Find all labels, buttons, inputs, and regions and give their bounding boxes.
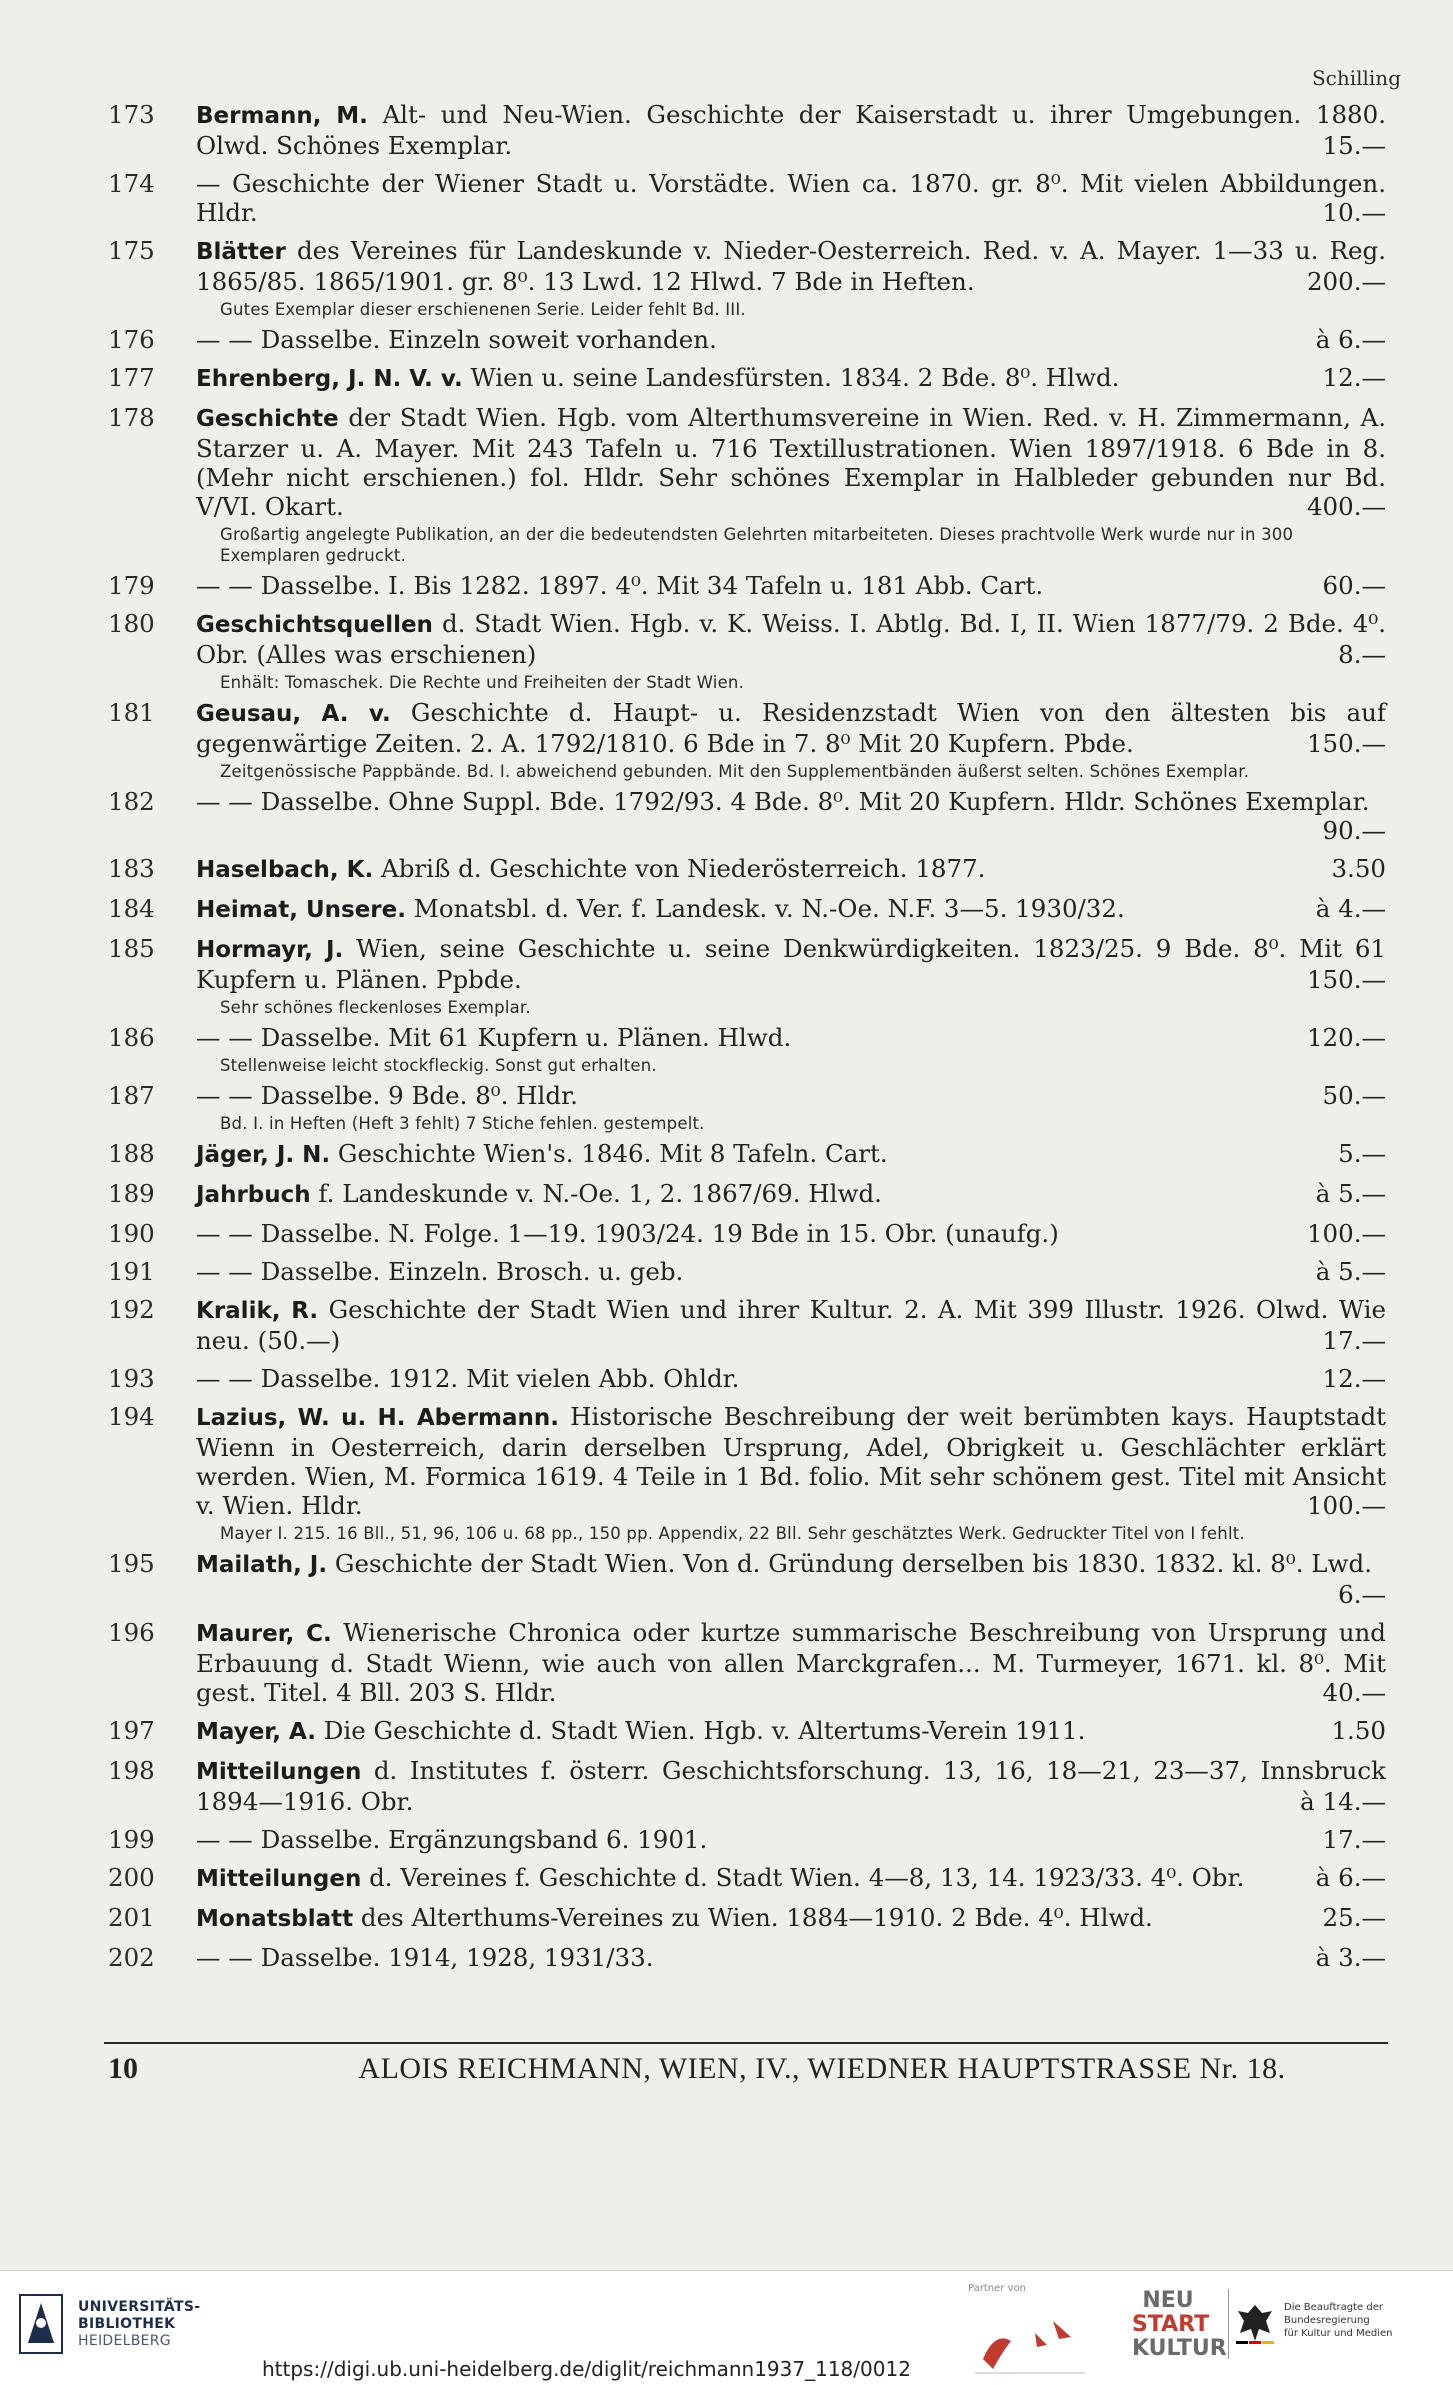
catalog-entry bbox=[108, 100, 1386, 160]
entry-price: 1.50 bbox=[1331, 1716, 1386, 1745]
entry-number: 198 bbox=[108, 1756, 155, 1785]
entry-number: 175 bbox=[108, 236, 155, 265]
entry-price: 200.— bbox=[1306, 267, 1386, 296]
entry-body bbox=[196, 1716, 1386, 1747]
entry-heading: Haselbach, K. bbox=[196, 857, 374, 883]
entry-text bbox=[196, 1179, 1386, 1210]
entry-note: Sehr schönes fleckenloses Exemplar. bbox=[220, 998, 531, 1017]
entry-price: 8.— bbox=[1338, 640, 1386, 669]
entry-body bbox=[196, 1257, 1386, 1286]
entry-description: — — Dasselbe. 1914, 1928, 1931/33. bbox=[196, 1943, 654, 1972]
catalog-entry bbox=[108, 571, 1386, 600]
entry-text bbox=[196, 1756, 1386, 1816]
logo-divider bbox=[1228, 2289, 1229, 2359]
entry-body bbox=[196, 236, 1386, 320]
entry-price: 12.— bbox=[1322, 1364, 1386, 1393]
page-footer bbox=[108, 2052, 1386, 2086]
catalog-entry bbox=[108, 787, 1386, 845]
entry-number: 191 bbox=[108, 1257, 155, 1286]
entry-price: 25.— bbox=[1322, 1903, 1386, 1932]
entry-heading: Bermann, M. bbox=[196, 103, 368, 129]
entry-body bbox=[196, 1023, 1386, 1076]
entry-body bbox=[196, 854, 1386, 885]
entry-description: Geschichte d. Haupt- u. Residenzstadt Wien von den ältesten bis auf gegenwärtige Zeiten. 2. A. 1792/1810. 6 Bde in 7. 8⁰ Mit 20 Kupfern. Pbde. bbox=[196, 698, 1386, 758]
entry-text bbox=[196, 363, 1386, 394]
entry-note: Gutes Exemplar dieser erschienenen Serie. Leider fehlt Bd. III. bbox=[220, 300, 746, 319]
entry-heading: Mitteilungen bbox=[196, 1759, 362, 1785]
entry-body bbox=[196, 1139, 1386, 1170]
entry-heading: Mailath, J. bbox=[196, 1552, 328, 1578]
catalog-entry bbox=[108, 1081, 1386, 1134]
entry-heading: Geschichtsquellen bbox=[196, 612, 433, 638]
entry-note: Mayer I. 215. 16 Bll., 51, 96, 106 u. 68 pp., 150 pp. Appendix, 22 Bll. Sehr geschätztes Werk. Gedruckter Titel von I fehlt. bbox=[220, 1524, 1245, 1543]
entry-price: 90.— bbox=[1322, 816, 1386, 845]
entry-number: 182 bbox=[108, 787, 155, 816]
entry-note: Zeitgenössische Pappbände. Bd. I. abweichend gebunden. Mit den Supplementbänden äußerst selten. Schönes Exemplar. bbox=[220, 762, 1250, 781]
entry-price: 6.— bbox=[1338, 1580, 1386, 1609]
entry-description: Alt- und Neu-Wien. Geschichte der Kaiserstadt u. ihrer Umgebungen. 1880. Olwd. Schönes Exemplar. bbox=[196, 100, 1386, 160]
entry-heading: Geusau, A. v. bbox=[196, 701, 391, 727]
entry-body bbox=[196, 1825, 1386, 1854]
entry-body bbox=[196, 1402, 1386, 1544]
entry-body bbox=[196, 363, 1386, 394]
entry-description: — — Dasselbe. Ohne Suppl. Bde. 1792/93. 4 Bde. 8⁰. Mit 20 Kupfern. Hldr. Schönes Exemplar. bbox=[196, 787, 1370, 816]
entry-number: 194 bbox=[108, 1402, 155, 1431]
page-number: 10 bbox=[108, 2052, 138, 2085]
catalog-entry bbox=[108, 1863, 1386, 1894]
entry-text bbox=[196, 1716, 1386, 1747]
entry-note: Großartig angelegte Publikation, an der die bedeutendsten Gelehrten mitarbeiteten. Dieses prachtvolle Werk wurde nur in 300 Exemplaren gedruckt. bbox=[220, 525, 1294, 565]
entry-description: — — Dasselbe. Einzeln. Brosch. u. geb. bbox=[196, 1257, 684, 1286]
entry-body bbox=[196, 100, 1386, 160]
entry-body bbox=[196, 698, 1386, 782]
publisher-address: ALOIS REICHMANN, WIEN, IV., WIEDNER HAUPTSTRASSE Nr. 18. bbox=[358, 2052, 1286, 2085]
entry-heading: Geschichte bbox=[196, 406, 339, 432]
entry-price: 60.— bbox=[1322, 571, 1386, 600]
entry-description: der Stadt Wien. Hgb. vom Alterthumsvereine in Wien. Red. v. H. Zimmermann, A. Starzer u. A. Mayer. Mit 243 Tafeln u. 716 Textillustrationen. Wien 1897/1918. 6 Bde in 8. (Mehr nicht erschienen.) fol. Hldr. Sehr schönes Exemplar in Halbleder gebunden nur Bd. V/VI. Okart. bbox=[196, 403, 1386, 521]
catalog-entry bbox=[108, 1023, 1386, 1076]
entry-body bbox=[196, 169, 1386, 227]
catalog-entry bbox=[108, 1139, 1386, 1170]
entry-number: 196 bbox=[108, 1618, 155, 1647]
entry-number: 178 bbox=[108, 403, 155, 432]
entry-heading: Heimat, Unsere. bbox=[196, 897, 406, 923]
entry-body bbox=[196, 403, 1386, 566]
catalog-entry bbox=[108, 1364, 1386, 1393]
entry-number: 173 bbox=[108, 100, 155, 129]
entry-text bbox=[196, 1364, 1386, 1393]
entry-number: 199 bbox=[108, 1825, 155, 1854]
catalog-entry bbox=[108, 854, 1386, 885]
entry-price: 3.50 bbox=[1331, 854, 1386, 883]
entry-body bbox=[196, 1903, 1386, 1934]
catalog-entry bbox=[108, 698, 1386, 782]
entry-number: 177 bbox=[108, 363, 155, 392]
entry-heading: Mitteilungen bbox=[196, 1866, 362, 1892]
entry-heading: Lazius, W. u. H. Abermann. bbox=[196, 1405, 560, 1431]
entry-text bbox=[196, 325, 1386, 354]
entry-text bbox=[196, 1863, 1386, 1894]
entry-description: Geschichte der Stadt Wien. Von d. Gründung derselben bis 1830. 1832. kl. 8⁰. Lwd. bbox=[327, 1549, 1372, 1578]
entry-price: à 6.— bbox=[1315, 1863, 1386, 1892]
catalog-entry bbox=[108, 1219, 1386, 1248]
entry-price: 5.— bbox=[1338, 1139, 1386, 1168]
catalog-entry bbox=[108, 1903, 1386, 1934]
entry-number: 189 bbox=[108, 1179, 155, 1208]
catalog-entry bbox=[108, 894, 1386, 925]
entry-price: à 5.— bbox=[1315, 1257, 1386, 1286]
catalog-entry bbox=[108, 1295, 1386, 1355]
entry-description: — — Dasselbe. I. Bis 1282. 1897. 4⁰. Mit 34 Tafeln u. 181 Abb. Cart. bbox=[196, 571, 1044, 600]
entry-note: Bd. I. in Heften (Heft 3 fehlt) 7 Stiche fehlen. gestempelt. bbox=[220, 1114, 705, 1133]
entry-body bbox=[196, 894, 1386, 925]
entry-number: 193 bbox=[108, 1364, 155, 1393]
catalog-entry bbox=[108, 934, 1386, 1018]
catalog-entry bbox=[108, 403, 1386, 566]
entry-description: Wien u. seine Landesfürsten. 1834. 2 Bde. 8⁰. Hlwd. bbox=[462, 363, 1120, 392]
entry-text bbox=[196, 1943, 1386, 1972]
entry-description: — — Dasselbe. Einzeln soweit vorhanden. bbox=[196, 325, 717, 354]
entry-body bbox=[196, 1863, 1386, 1894]
catalog-entry bbox=[108, 1756, 1386, 1816]
entry-body bbox=[196, 1943, 1386, 1972]
federal-eagle-icon bbox=[1234, 2301, 1276, 2345]
entry-price: 150.— bbox=[1306, 965, 1386, 994]
catalog-entry bbox=[108, 1943, 1386, 1972]
catalog-entry bbox=[108, 236, 1386, 320]
entry-price: à 6.— bbox=[1315, 325, 1386, 354]
entry-description: — Geschichte der Wiener Stadt u. Vorstädte. Wien ca. 1870. gr. 8⁰. Mit vielen Abbildungen. Hldr. bbox=[196, 169, 1386, 227]
entry-text bbox=[196, 1825, 1386, 1854]
entry-number: 190 bbox=[108, 1219, 155, 1248]
entry-heading: Mayer, A. bbox=[196, 1719, 316, 1745]
entry-number: 195 bbox=[108, 1549, 155, 1578]
entry-price: 15.— bbox=[1322, 131, 1386, 160]
entry-description: Geschichte Wien's. 1846. Mit 8 Tafeln. Cart. bbox=[330, 1139, 888, 1168]
university-seal-icon bbox=[18, 2293, 64, 2355]
entry-description: — — Dasselbe. N. Folge. 1—19. 1903/24. 19 Bde in 15. Obr. (unaufg.) bbox=[196, 1219, 1059, 1248]
entry-price: à 4.— bbox=[1315, 894, 1386, 923]
entry-text bbox=[196, 787, 1386, 845]
entry-price: 400.— bbox=[1306, 492, 1386, 521]
catalog-entry bbox=[108, 169, 1386, 227]
entry-price: 50.— bbox=[1322, 1081, 1386, 1110]
entry-text bbox=[196, 894, 1386, 925]
entry-text bbox=[196, 854, 1386, 885]
entry-number: 201 bbox=[108, 1903, 155, 1932]
entry-body bbox=[196, 1549, 1386, 1609]
entry-heading: Jahrbuch bbox=[196, 1182, 311, 1208]
entry-price: 17.— bbox=[1322, 1825, 1386, 1854]
entry-text bbox=[196, 1257, 1386, 1286]
entry-note: Stellenweise leicht stockfleckig. Sonst gut erhalten. bbox=[220, 1056, 657, 1075]
entry-number: 184 bbox=[108, 894, 155, 923]
catalog-entry bbox=[108, 1825, 1386, 1854]
entry-description: des Alterthums-Vereines zu Wien. 1884—1910. 2 Bde. 4⁰. Hlwd. bbox=[353, 1903, 1153, 1932]
source-url[interactable]: https://digi.ub.uni-heidelberg.de/diglit/reichmann1937_118/0012 bbox=[262, 2357, 911, 2381]
entry-description: — — Dasselbe. Mit 61 Kupfern u. Plänen. Hlwd. bbox=[196, 1023, 792, 1052]
entry-body bbox=[196, 934, 1386, 1018]
entry-body bbox=[196, 1219, 1386, 1248]
entry-number: 188 bbox=[108, 1139, 155, 1168]
entry-number: 179 bbox=[108, 571, 155, 600]
running-head: Schilling bbox=[1311, 66, 1401, 90]
entry-price: à 14.— bbox=[1300, 1787, 1386, 1816]
entry-price: 120.— bbox=[1306, 1023, 1386, 1052]
entry-description: d. Vereines f. Geschichte d. Stadt Wien. 4—8, 13, 14. 1923/33. 4⁰. Obr. bbox=[361, 1863, 1245, 1892]
entry-body bbox=[196, 325, 1386, 354]
entry-price: 17.— bbox=[1322, 1326, 1386, 1355]
partner-logo-icon bbox=[975, 2311, 1085, 2377]
entry-text bbox=[196, 1903, 1386, 1934]
entry-description: d. Stadt Wien. Hgb. v. K. Weiss. I. Abtlg. Bd. I, II. Wien 1877/79. 2 Bde. 4⁰. Obr. (Alles was erschienen) bbox=[196, 609, 1386, 669]
entry-number: 197 bbox=[108, 1716, 155, 1745]
entry-text bbox=[196, 1023, 1386, 1052]
entry-text bbox=[196, 1139, 1386, 1170]
entry-description: d. Institutes f. österr. Geschichtsforschung. 13, 16, 18—21, 23—37, Innsbruck 1894—1916. Obr. bbox=[196, 1756, 1386, 1816]
entry-price: 40.— bbox=[1322, 1678, 1386, 1707]
entry-price: 100.— bbox=[1306, 1491, 1386, 1520]
entry-description: — — Dasselbe. Ergänzungsband 6. 1901. bbox=[196, 1825, 708, 1854]
entry-body bbox=[196, 1179, 1386, 1210]
entry-number: 174 bbox=[108, 169, 155, 198]
entry-price: 10.— bbox=[1322, 198, 1386, 227]
entry-heading: Hormayr, J. bbox=[196, 937, 344, 963]
catalog-entry bbox=[108, 1179, 1386, 1210]
entry-note: Enhält: Tomaschek. Die Rechte und Freiheiten der Stadt Wien. bbox=[220, 673, 745, 692]
catalog-entry bbox=[108, 1716, 1386, 1747]
entry-text bbox=[196, 403, 1386, 521]
catalog-entry bbox=[108, 1402, 1386, 1544]
entry-number: 192 bbox=[108, 1295, 155, 1324]
catalog-entry bbox=[108, 363, 1386, 394]
university-library-name: UNIVERSITÄTS- BIBLIOTHEK HEIDELBERG bbox=[78, 2299, 201, 2349]
entry-description: Geschichte der Stadt Wien und ihrer Kultur. 2. A. Mit 399 Illustr. 1926. Olwd. Wie neu. (50.—) bbox=[196, 1295, 1386, 1355]
entry-text bbox=[196, 1618, 1386, 1707]
entry-text bbox=[196, 100, 1386, 160]
entry-number: 185 bbox=[108, 934, 155, 963]
entry-price: à 5.— bbox=[1315, 1179, 1386, 1208]
catalog-entry bbox=[108, 1618, 1386, 1707]
entry-number: 187 bbox=[108, 1081, 155, 1110]
footer-rule bbox=[104, 2042, 1388, 2044]
entry-list bbox=[108, 100, 1386, 1981]
entry-body bbox=[196, 1081, 1386, 1134]
entry-description: Wienerische Chronica oder kurtze summarische Beschreibung von Ursprung und Erbauung d. Stadt Wienn, wie auch von allen Marckgrafen... M. Turmeyer, 1671. kl. 8⁰. Mit gest. Titel. 4 Bll. 203 S. Hldr. bbox=[196, 1618, 1386, 1707]
entry-description: Abriß d. Geschichte von Niederösterreich. 1877. bbox=[373, 854, 986, 883]
entry-price: 12.— bbox=[1322, 363, 1386, 392]
entry-text bbox=[196, 169, 1386, 227]
entry-body bbox=[196, 1295, 1386, 1355]
entry-text bbox=[196, 236, 1386, 296]
entry-price: 100.— bbox=[1306, 1219, 1386, 1248]
entry-body bbox=[196, 571, 1386, 600]
catalog-entry bbox=[108, 1549, 1386, 1609]
catalog-entry bbox=[108, 1257, 1386, 1286]
entry-number: 200 bbox=[108, 1863, 155, 1892]
entry-heading: Ehrenberg, J. N. V. v. bbox=[196, 366, 463, 392]
entry-body bbox=[196, 1364, 1386, 1393]
entry-text bbox=[196, 1219, 1386, 1248]
entry-body bbox=[196, 1618, 1386, 1707]
entry-heading: Maurer, C. bbox=[196, 1621, 332, 1647]
entry-text bbox=[196, 698, 1386, 758]
entry-heading: Jäger, J. N. bbox=[196, 1142, 331, 1168]
entry-description: — — Dasselbe. 1912. Mit vielen Abb. Ohldr. bbox=[196, 1364, 740, 1393]
neustart-kultur-logo: NEU START KULTUR bbox=[1132, 2288, 1227, 2361]
entry-text bbox=[196, 1402, 1386, 1520]
entry-number: 176 bbox=[108, 325, 155, 354]
entry-text bbox=[196, 1081, 1386, 1110]
entry-description: Wien, seine Geschichte u. seine Denkwürdigkeiten. 1823/25. 9 Bde. 8⁰. Mit 61 Kupfern u. Plänen. Ppbde. bbox=[196, 934, 1386, 994]
entry-body bbox=[196, 787, 1386, 845]
catalog-entry bbox=[108, 609, 1386, 693]
entry-body bbox=[196, 609, 1386, 693]
entry-text bbox=[196, 934, 1386, 994]
entry-description: f. Landeskunde v. N.-Oe. 1, 2. 1867/69. Hlwd. bbox=[310, 1179, 882, 1208]
entry-number: 180 bbox=[108, 609, 155, 638]
entry-description: Monatsbl. d. Ver. f. Landesk. v. N.-Oe. N.F. 3—5. 1930/32. bbox=[405, 894, 1125, 923]
entry-body bbox=[196, 1756, 1386, 1816]
entry-heading: Blätter bbox=[196, 239, 286, 265]
entry-heading: Kralik, R. bbox=[196, 1298, 319, 1324]
entry-number: 181 bbox=[108, 698, 155, 727]
entry-number: 202 bbox=[108, 1943, 155, 1972]
entry-text bbox=[196, 609, 1386, 669]
catalog-entry bbox=[108, 325, 1386, 354]
entry-heading: Monatsblatt bbox=[196, 1906, 354, 1932]
entry-text bbox=[196, 1295, 1386, 1355]
entry-description: — — Dasselbe. 9 Bde. 8⁰. Hldr. bbox=[196, 1081, 578, 1110]
entry-price: à 3.— bbox=[1315, 1943, 1386, 1972]
partner-label: Partner von bbox=[968, 2283, 1026, 2294]
entry-description: des Vereines für Landeskunde v. Nieder-Oesterreich. Red. v. A. Mayer. 1—33 u. Reg. 1865/85. 1865/1901. gr. 8⁰. 13 Lwd. 12 Hlwd. 7 Bde in Heften. bbox=[196, 236, 1386, 296]
bkm-text: Die Beauftragte der Bundesregierung für Kultur und Medien bbox=[1284, 2302, 1393, 2339]
entry-description: Die Geschichte d. Stadt Wien. Hgb. v. Altertums-Verein 1911. bbox=[315, 1716, 1086, 1745]
entry-price: 150.— bbox=[1306, 729, 1386, 758]
entry-number: 186 bbox=[108, 1023, 155, 1052]
entry-text bbox=[196, 571, 1386, 600]
entry-number: 183 bbox=[108, 854, 155, 883]
entry-description: Historische Beschreibung der weit berümbten kays. Hauptstadt Wienn in Oesterreich, darin derselben Ursprung, Adel, Obrigkeit u. Geschlächter erklärt werden. Wien, M. Formica 1619. 4 Teile in 1 Bd. folio. Mit sehr schönem gest. Titel mit Ansicht v. Wien. Hldr. bbox=[196, 1402, 1386, 1520]
entry-text bbox=[196, 1549, 1386, 1609]
